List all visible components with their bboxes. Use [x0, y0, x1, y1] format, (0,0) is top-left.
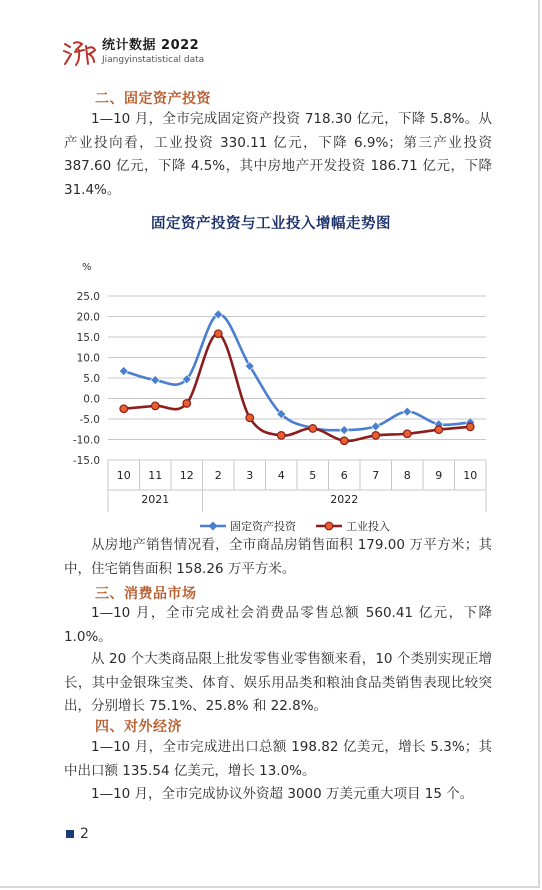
- y-tick-label: -10.0: [72, 434, 100, 447]
- y-axis-unit-label: %: [82, 262, 92, 273]
- x-tick-label: 8: [403, 469, 411, 482]
- data-point-circle: [151, 402, 159, 410]
- series-line: [124, 314, 471, 430]
- x-tick-label: 10: [463, 469, 478, 482]
- data-point-diamond: [340, 426, 349, 435]
- section-heading-investment: 二、固定资产投资: [95, 91, 211, 107]
- data-point-circle: [372, 432, 380, 440]
- data-point-circle: [435, 426, 443, 434]
- x-tick-label: 3: [246, 469, 254, 482]
- jiangyin-logo: [62, 38, 98, 68]
- header-title: 统计数据 2022: [102, 38, 200, 53]
- foreign-trade-paragraph-2: 1—10 月，全市完成协议外资超 3000 万美元重大项目 15 个。: [91, 786, 474, 802]
- x-tick-label: 4: [277, 469, 285, 482]
- y-tick-label: 15.0: [76, 332, 100, 344]
- data-point-diamond: [151, 376, 160, 385]
- section-heading-foreign-trade: 四、对外经济: [95, 719, 182, 735]
- x-tick-label: 6: [340, 469, 348, 482]
- x-tick-label: 12: [179, 469, 194, 482]
- data-point-circle: [120, 405, 128, 413]
- investment-trend-chart: [60, 258, 490, 538]
- data-point-diamond: [119, 367, 128, 376]
- legend-marker-circle: [325, 522, 333, 530]
- x-tick-label: 11: [148, 469, 163, 482]
- legend-label: 工业投入: [346, 520, 390, 533]
- data-point-circle: [246, 414, 254, 422]
- foreign-trade-paragraph-1: 1—10 月，全市完成进出口总额 198.82 亿美元，增长 5.3%；其中出口额 135.54 亿美元，增长 13.0%。: [64, 739, 492, 779]
- year-group-label: 2022: [330, 493, 359, 506]
- consumption-paragraph-1: 1—10 月，全市完成社会消费品零售总额 560.41 亿元，下降 1.0%。: [64, 605, 492, 645]
- data-point-circle: [403, 430, 411, 438]
- data-point-circle: [309, 425, 317, 433]
- page-marker-square: [66, 830, 74, 838]
- data-point-diamond: [403, 407, 412, 416]
- data-point-circle: [277, 432, 285, 440]
- y-tick-label: -5.0: [79, 414, 100, 426]
- y-tick-label: 10.0: [76, 352, 100, 365]
- x-tick-label: 9: [435, 469, 443, 482]
- page-number: [66, 826, 89, 842]
- page-header: [62, 38, 204, 68]
- x-tick-label: 5: [309, 469, 317, 482]
- data-point-circle: [183, 400, 191, 408]
- header-subtitle: Jiangyinstatistical data: [102, 55, 205, 65]
- legend-marker-diamond: [209, 522, 218, 531]
- real-estate-paragraph: 从房地产销售情况看，全市商品房销售面积 179.00 万平方米；其中，住宅销售面积 158.26 万平方米。: [64, 537, 492, 577]
- investment-paragraph: 1—10 月，全市完成固定资产投资 718.30 亿元，下降 5.8%。从产业投向看，工业投资 330.11 亿元，下降 6.9%；第三产业投资 387.60 亿元，下降 4.5%，其中房地产开发投资 186.71 亿元，下降 31.4%。: [64, 111, 492, 198]
- data-point-circle: [466, 423, 474, 431]
- x-tick-label: 10: [116, 469, 131, 482]
- y-tick-label: 25.0: [76, 291, 100, 303]
- data-point-diamond: [371, 422, 380, 431]
- data-point-circle: [214, 330, 222, 338]
- page-number-text: 2: [80, 826, 89, 842]
- y-tick-label: 5.0: [83, 373, 100, 385]
- data-point-circle: [340, 437, 348, 445]
- consumption-paragraph-2: 从 20 个大类商品限上批发零售业零售额来看，10 个类别实现正增长，其中金银珠宝类、体育、娱乐用品类和粮油食品类销售表现比较突出，分别增长 75.1%、25.8% 和 22.8%。: [64, 651, 492, 714]
- y-tick-label: -15.0: [72, 455, 100, 467]
- chart-title: 固定资产投资与工业投入增幅走势图: [151, 216, 391, 232]
- y-tick-label: 20.0: [76, 311, 100, 324]
- section-heading-consumption: 三、消费品市场: [95, 586, 197, 602]
- x-tick-label: 2: [214, 469, 222, 482]
- y-tick-label: 0.0: [83, 393, 100, 406]
- legend-label: 固定资产投资: [230, 520, 296, 533]
- x-tick-label: 7: [372, 469, 380, 482]
- year-group-label: 2021: [141, 493, 170, 506]
